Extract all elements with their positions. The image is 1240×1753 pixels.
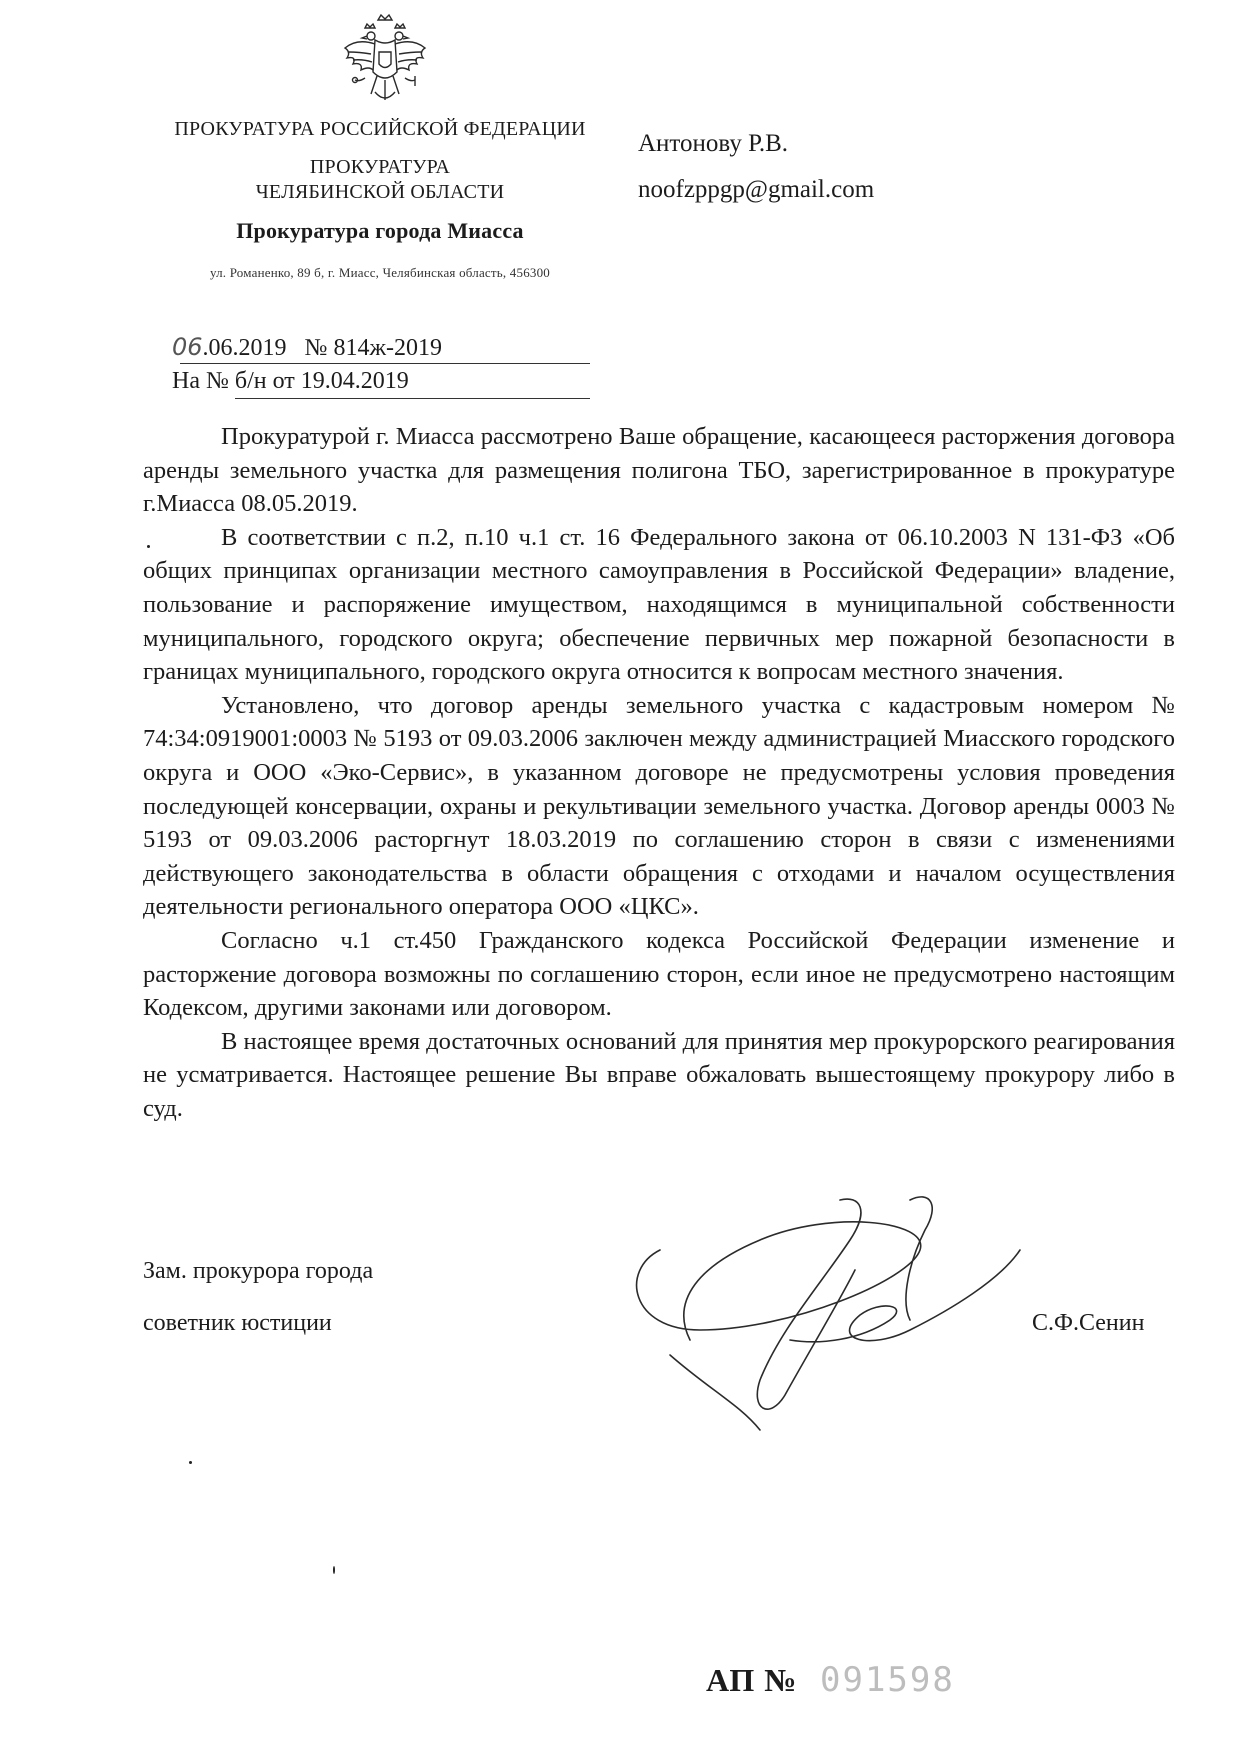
recipient-name: Антонову Р.В. <box>638 130 789 157</box>
body-paragraph-1: Прокуратурой г. Миасса рассмотрено Ваше обращение, касающееся расторжения договора аренды земельного участка для размещения полигона ТБО, зарегистрированное в прокуратуре г.Миасса 08.05.2019. <box>143 423 1175 518</box>
double-headed-eagle-emblem-icon <box>335 12 435 112</box>
body-paragraph-5: В настоящее время достаточных оснований для принятия мер прокурорского реагирования не усматривается. Настоящее решение Вы вправе обжаловать вышестоящему прокурору либо в суд. <box>143 1027 1175 1122</box>
signatory-position: Зам. прокурора города <box>143 1258 374 1284</box>
authority-federal: ПРОКУРАТУРА РОССИЙСКОЙ ФЕДЕРАЦИИ <box>174 118 586 140</box>
authority-regional-line2: ЧЕЛЯБИНСКОЙ ОБЛАСТИ <box>255 181 505 203</box>
body-paragraph-2: В соответствии с п.2, п.10 ч.1 ст. 16 Федерального закона от 06.10.2003 N 131-ФЗ «Об общих принципах организации местного самоуправления в Российской Федерации» владение, пользование и распоряжение имуществом, находящимся в муниципальной собственности муниципального, городского округа; обеспечение первичных мер пожарной безопасности в границах муниципального, городского округа относится к вопросам местного значения. <box>143 523 1175 686</box>
scan-mark <box>147 545 150 548</box>
form-series-label: АП № <box>706 1662 798 1698</box>
outgoing-reference <box>172 333 592 362</box>
scan-mark <box>333 1566 335 1574</box>
reply-ref: б/н от 19.04.2019 <box>234 368 409 394</box>
recipient-email: noofzppgp@gmail.com <box>638 176 875 203</box>
body-paragraph-4: Согласно ч.1 ст.450 Гражданского кодекса Российской Федерации изменение и расторжение договора возможны по соглашению сторон, если иное не предусмотрено настоящим Кодексом, другими законами или договором. <box>143 926 1175 1022</box>
authority-office: Прокуратура города Миасса <box>236 218 524 243</box>
outgoing-number: 814ж-2019 <box>333 335 443 361</box>
signatory-name: С.Ф.Сенин <box>1032 1310 1145 1336</box>
authority-regional <box>160 155 600 205</box>
authority-regional-line1: ПРОКУРАТУРА <box>309 156 451 178</box>
reference-underline-2 <box>235 398 590 399</box>
handwritten-signature-icon <box>610 1190 1030 1450</box>
letter-body <box>143 420 1175 1125</box>
reply-label: На № <box>172 368 229 394</box>
incoming-reference <box>172 368 592 395</box>
scan-mark <box>189 1461 192 1464</box>
body-paragraph-3: Установлено, что договор аренды земельного участка с кадастровым номером № 74:34:0919001:0003 № 5193 от 09.03.2006 заключен между администрацией Миасского городского округа и ООО «Эко-Сервис», в указанном договоре не предусмотрены условия проведения последующей консервации, охраны и рекультивации земельного участка. Договор аренды 0003 № 5193 от 09.03.2006 расторгнут 18.03.2019 по соглашению сторон в связи с изменениями действующего законодательства в области обращения с отходами и началом осуществления деятельности регионального оператора ООО «ЦКС». <box>143 691 1175 921</box>
date-day-handwritten: 06 <box>172 333 203 361</box>
form-serial-number: 091598 <box>820 1660 955 1700</box>
office-address: ул. Романенко, 89 б, г. Миасс, Челябинская область, 456300 <box>209 265 550 280</box>
signatory-rank: советник юстиции <box>143 1310 332 1336</box>
number-label: № <box>304 335 328 361</box>
date-rest: .06.2019 <box>202 335 287 361</box>
reference-underline-1 <box>180 363 590 364</box>
